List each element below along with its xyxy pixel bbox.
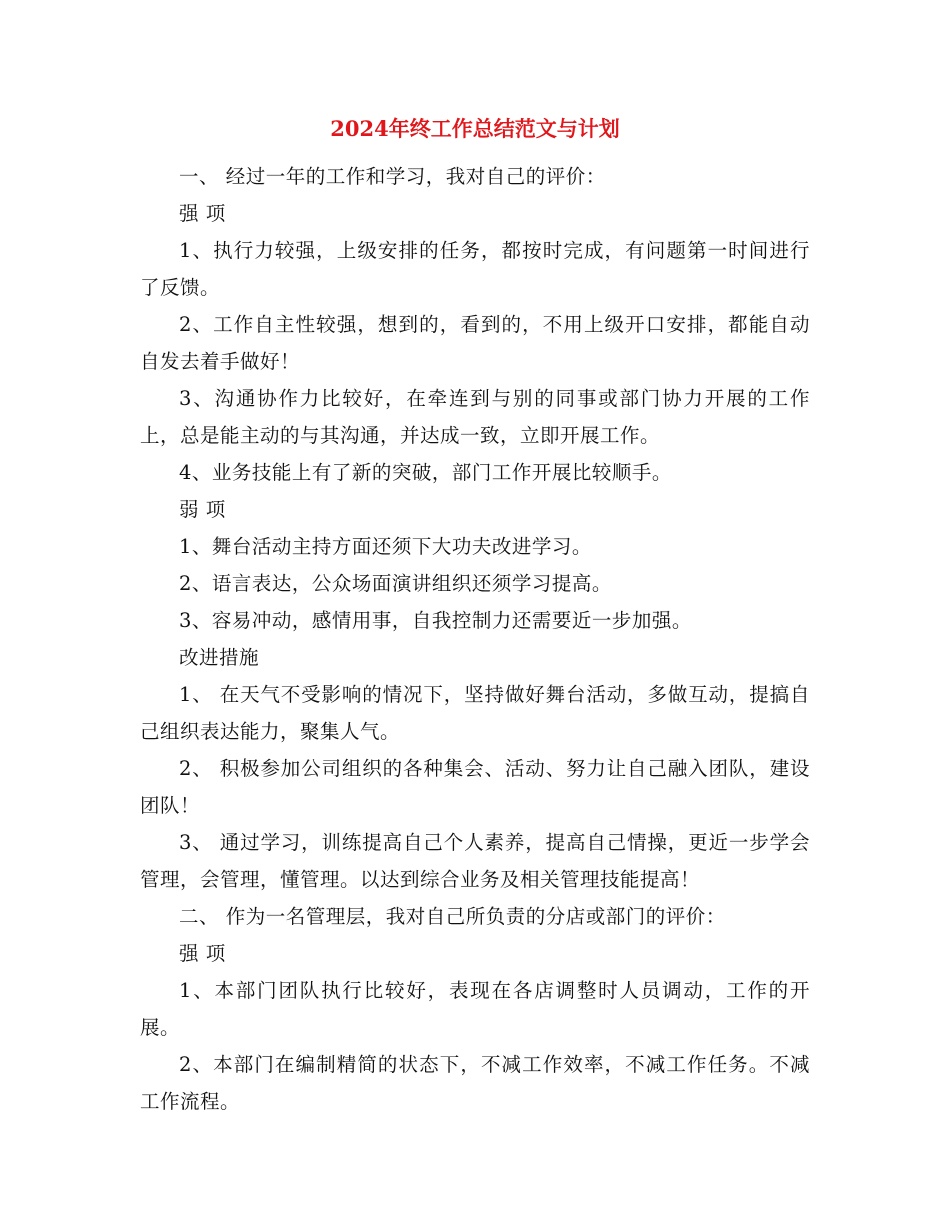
paragraph-strengths-heading: 强 项 [179,202,226,225]
paragraph-improvements-heading: 改进措施 [179,646,260,669]
paragraph-weakness-2: 2、语言表达，公众场面演讲组织还须学习提高。 [179,572,612,595]
paragraph-improvement-1: 1、 在天气不受影响的情况下，坚持做好舞台活动，多做互动，提搞自己组织表达能力，聚集人气。 [140,683,810,743]
paragraph-dept-strength-2: 2、本部门在编制精简的状态下，不减工作效率，不减工作任务。不减工作流程。 [140,1053,810,1113]
paragraph-improvement-2: 2、 积极参加公司组织的各种集会、活动、努力让自己融入团队，建设团队！ [140,757,810,817]
paragraph-strength-3: 3、沟通协作力比较好，在牵连到与别的同事或部门协力开展的工作上，总是能主动的与其沟通，并达成一致，立即开展工作。 [140,387,810,447]
paragraph-weakness-1: 1、舞台活动主持方面还须下大功夫改进学习。 [179,535,592,558]
paragraph-weakness-3: 3、容易冲动，感情用事，自我控制力还需要近一步加强。 [179,609,692,632]
paragraph-weaknesses-heading: 弱 项 [179,498,226,521]
paragraph-strength-1: 1、执行力较强，上级安排的任务，都按时完成，有问题第一时间进行了反馈。 [140,239,810,299]
document-title: 2024年终工作总结范文与计划 [330,116,620,141]
paragraph-section-2-heading: 二、 作为一名管理层，我对自己所负责的分店或部门的评价： [179,905,726,928]
document-body [140,158,810,1120]
paragraph-dept-strength-1: 1、本部门团队执行比较好，表现在各店调整时人员调动，工作的开展。 [140,979,810,1039]
paragraph-strength-4: 4、业务技能上有了新的突破，部门工作开展比较顺手。 [179,461,672,484]
paragraph-dept-strengths-heading: 强 项 [179,942,226,965]
paragraph-improvement-3: 3、 通过学习，训练提高自己个人素养，提高自己情操，更近一步学会管理，会管理，懂管理。以达到综合业务及相关管理技能提高！ [140,831,810,891]
paragraph-strength-2: 2、工作自主性较强，想到的，看到的，不用上级开口安排，都能自动自发去着手做好！ [140,313,810,373]
paragraph-section-1-heading: 一、 经过一年的工作和学习，我对自己的评价： [179,165,606,188]
